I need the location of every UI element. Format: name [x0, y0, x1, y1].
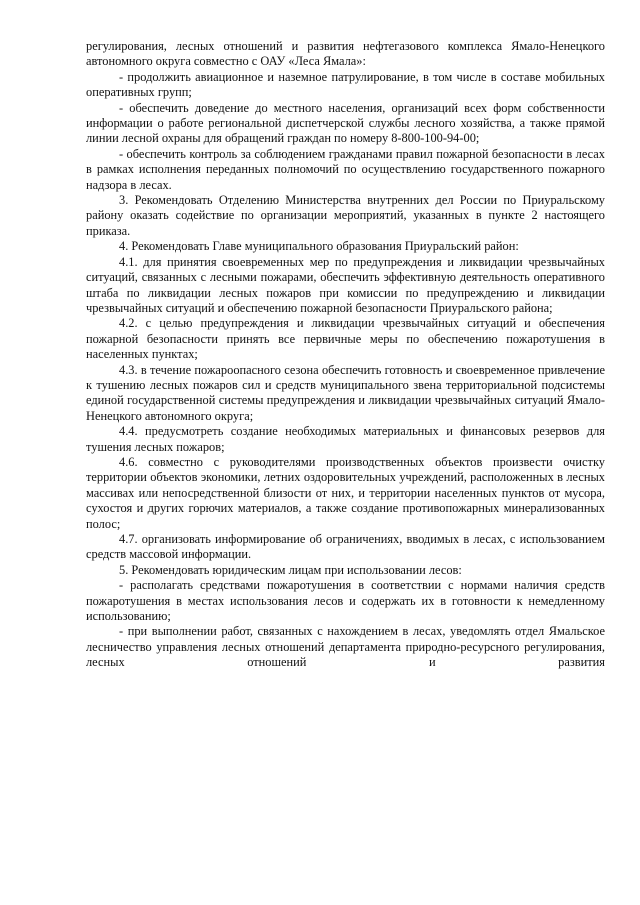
- paragraph: - обеспечить контроль за соблюдением гражданами правил пожарной безопасности в лесах в рамках исполнения переданных полномочий по осуществлению государственного пожарного надзора в лесах.: [86, 146, 605, 192]
- paragraph: 4. Рекомендовать Главе муниципального образования Приуральский район:: [119, 239, 519, 254]
- paragraph: регулирования, лесных отношений и развития нефтегазового комплекса Ямало-Ненецкого автономного округа совместно с ОАУ «Леса Ямала»:: [86, 39, 605, 69]
- paragraph: - располагать средствами пожаротушения в соответствии с нормами наличия средств пожаротушения в местах использования лесов и содержать их в готовности к немедленному использованию;: [86, 578, 605, 624]
- paragraph: - обеспечить доведение до местного населения, организаций всех форм собственности информации о работе региональной диспетчерской службы лесного хозяйства, а также прямой линии лесной охраны для обращений граждан по номеру 8-800-100-94-00;: [86, 100, 605, 146]
- paragraph: 5. Рекомендовать юридическим лицам при использовании лесов:: [119, 562, 462, 577]
- paragraph: 4.7. организовать информирование об ограничениях, вводимых в лесах, с использованием средств массовой информации.: [86, 532, 605, 562]
- paragraph: 4.6. совместно с руководителями производственных объектов произвести очистку территории объектов экономики, летних оздоровительных учреждений, расположенных в лесных массивах или непосредственной близости от них, и территории населенных пунктов от мусора, сухостоя и других горючих материалов, а также создание противопожарных минерализованных полос;: [86, 454, 605, 531]
- document-page: [86, 39, 605, 671]
- paragraph: 4.4. предусмотреть создание необходимых материальных и финансовых резервов для тушения лесных пожаров;: [86, 424, 605, 454]
- paragraph: 4.2. с целью предупреждения и ликвидации чрезвычайных ситуаций и обеспечения пожарной безопасности принять все первичные меры по обеспечению пожаротушения в населенных пунктах;: [86, 316, 605, 362]
- paragraph: - продолжить авиационное и наземное патрулирование, в том числе в составе мобильных оперативных групп;: [86, 69, 605, 100]
- paragraph: 3. Рекомендовать Отделению Министерства внутренних дел России по Приуральскому району оказать содействие по организации мероприятий, указанных в пункте 2 настоящего приказа.: [86, 193, 605, 238]
- paragraph: 4.1. для принятия своевременных мер по предупреждения и ликвидации чрезвычайных ситуаций, связанных с лесными пожарами, обеспечить эффективную деятельность оперативного штаба по ликвидации лесных пожаров при комиссии по предупреждению и ликвидации чрезвычайных ситуаций и обеспечению пожарной безопасности Приуральского района;: [86, 254, 605, 315]
- paragraph: - при выполнении работ, связанных с нахождением в лесах, уведомлять отдел Ямальское лесничество управления лесных отношений департамента природно-ресурсного регулирования, лесных отношений и развития: [86, 624, 605, 670]
- paragraph: 4.3. в течение пожароопасного сезона обеспечить готовность и своевременное привлечение к тушению лесных пожаров сил и средств муниципального звена территориальной подсистемы единой государственной системы предупреждения и ликвидации чрезвычайных ситуаций Ямало-Ненецкого автономного округа;: [86, 362, 605, 423]
